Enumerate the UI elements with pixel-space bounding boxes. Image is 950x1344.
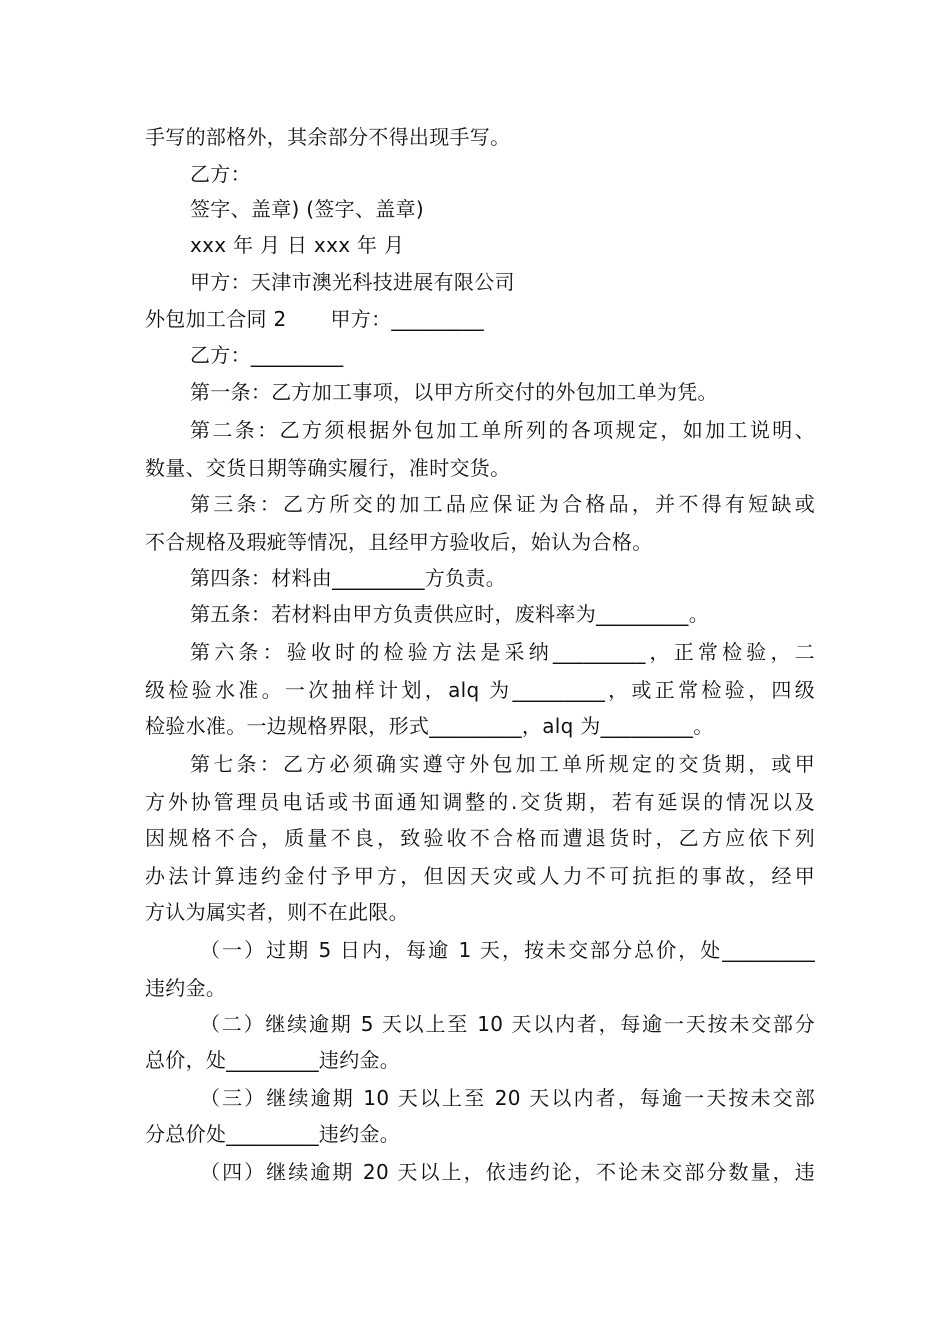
party-b-blank: 乙方：_________ xyxy=(190,343,344,367)
contract-heading: 外包加工合同 2 xyxy=(145,307,287,331)
article-1: 第一条：乙方加工事项，以甲方所交付的外包加工单为凭。 xyxy=(190,380,718,404)
article-6-line-3: 检验水准。一边规格界限，形式_________，alq 为_________。 xyxy=(145,714,714,738)
article-6-line-1: 第六条：验收时的检验方法是采纳_________，正常检验，二 xyxy=(190,640,815,664)
signature-line: 签字、盖章) (签字、盖章) xyxy=(190,197,424,221)
body-line: 手写的部格外，其余部分不得出现手写。 xyxy=(145,125,511,149)
date-line: xxx 年 月 日 xxx 年 月 xyxy=(190,233,405,257)
contract-heading-row xyxy=(145,306,815,332)
clause-3-line-1: （三）继续逾期 10 天以上至 20 天以内者，每逾一天按未交部 xyxy=(200,1086,815,1110)
clause-1-line-2: 违约金。 xyxy=(145,976,227,1000)
article-3-line-2: 不合规格及瑕疵等情况，且经甲方验收后，始认为合格。 xyxy=(145,530,653,554)
article-7-line-2: 方外协管理员电话或书面通知调整的.交货期，若有延误的情况以及 xyxy=(145,790,815,814)
article-2-line-2: 数量、交货日期等确实履行，准时交货。 xyxy=(145,456,511,480)
article-7-line-5: 方认为属实者，则不在此限。 xyxy=(145,900,409,924)
article-2-line-1: 第二条：乙方须根据外包加工单所列的各项规定，如加工说明、 xyxy=(190,418,815,442)
party-a-company: 甲方：天津市澳光科技进展有限公司 xyxy=(190,270,515,294)
clause-2-line-2: 总价，处_________违约金。 xyxy=(145,1048,401,1072)
article-4: 第四条：材料由_________方负责。 xyxy=(190,566,506,590)
article-7-line-3: 因规格不合，质量不良，致验收不合格而遭退货时，乙方应依下列 xyxy=(145,826,815,850)
article-7-line-4: 办法计算违约金付予甲方，但因天灾或人力不可抗拒的事故，经甲 xyxy=(145,864,815,888)
clause-1-line-1: （一）过期 5 日内，每逾 1 天，按未交部分总价，处_________ xyxy=(200,938,815,962)
article-5: 第五条：若材料由甲方负责供应时，废料率为_________。 xyxy=(190,602,709,626)
party-b-label: 乙方： xyxy=(190,162,251,186)
clause-2-line-1: （二）继续逾期 5 天以上至 10 天以内者，每逾一天按未交部分 xyxy=(200,1012,815,1036)
clause-3-line-2: 分总价处_________违约金。 xyxy=(145,1122,401,1146)
article-7-line-1: 第七条：乙方必须确实遵守外包加工单所规定的交货期，或甲 xyxy=(190,752,815,776)
heading-party-a: 甲方：_________ xyxy=(330,307,485,331)
clause-4-line-1: （四）继续逾期 20 天以上，依违约论，不论未交部分数量，违 xyxy=(200,1160,815,1184)
article-6-line-2: 级检验水准。一次抽样计划，alq 为_________，或正常检验，四级 xyxy=(145,678,815,702)
article-3-line-1: 第三条：乙方所交的加工品应保证为合格品，并不得有短缺或 xyxy=(190,492,815,516)
